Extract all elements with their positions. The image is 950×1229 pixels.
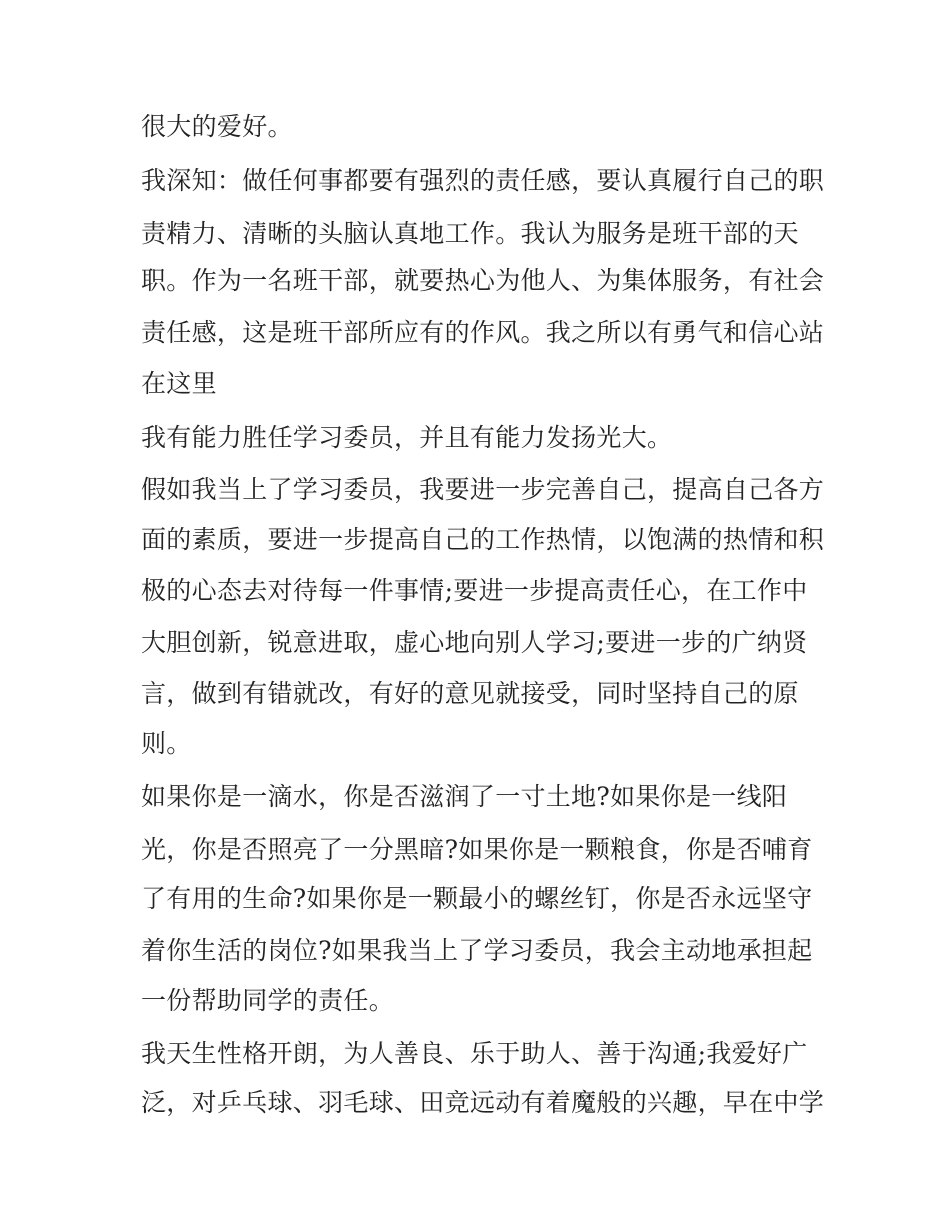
text-line: 面的素质，要进一步提高自己的工作热情，以饱满的热情和积 <box>141 525 825 554</box>
text-line: 如果你是一滴水，你是否滋润了一寸土地?如果你是一线阳 <box>141 782 788 811</box>
text-line: 责任感，这是班干部所应有的作风。我之所以有勇气和信心站 <box>141 318 825 347</box>
text-line: 了有用的生命?如果你是一颗最小的螺丝钉，你是否永远坚守 <box>141 884 813 913</box>
text-line: 大胆创新，锐意进取，虚心地向别人学习;要进一步的广纳贤 <box>141 628 808 657</box>
text-line: 职。作为一名班干部，就要热心为他人、为集体服务，有社会 <box>141 266 825 295</box>
text-line: 我深知：做任何事都要有强烈的责任感，要认真履行自己的职 <box>141 166 825 195</box>
text-line: 则。 <box>141 729 192 758</box>
text-line: 着你生活的岗位?如果我当上了学习委员，我会主动地承担起 <box>141 936 813 965</box>
text-line: 责精力、清晰的头脑认真地工作。我认为服务是班干部的天 <box>141 219 799 248</box>
text-line: 言，做到有错就改，有好的意见就接受，同时坚持自己的原 <box>141 679 799 708</box>
text-line: 很大的爱好。 <box>141 112 293 141</box>
text-line: 泛，对乒乓球、羽毛球、田竞远动有着魔般的兴趣，早在中学 <box>141 1088 825 1117</box>
text-line: 一份帮助同学的责任。 <box>141 986 395 1015</box>
text-line: 在这里 <box>141 369 217 398</box>
text-line: 假如我当上了学习委员，我要进一步完善自己，提高自己各方 <box>141 475 825 504</box>
text-line: 光，你是否照亮了一分黑暗?如果你是一颗粮食，你是否哺育 <box>141 835 813 864</box>
text-line: 极的心态去对待每一件事情;要进一步提高责任心，在工作中 <box>141 576 808 605</box>
text-line: 我有能力胜任学习委员，并且有能力发扬光大。 <box>141 423 673 452</box>
text-line: 我天生性格开朗，为人善良、乐于助人、善于沟通;我爱好广 <box>141 1039 808 1068</box>
